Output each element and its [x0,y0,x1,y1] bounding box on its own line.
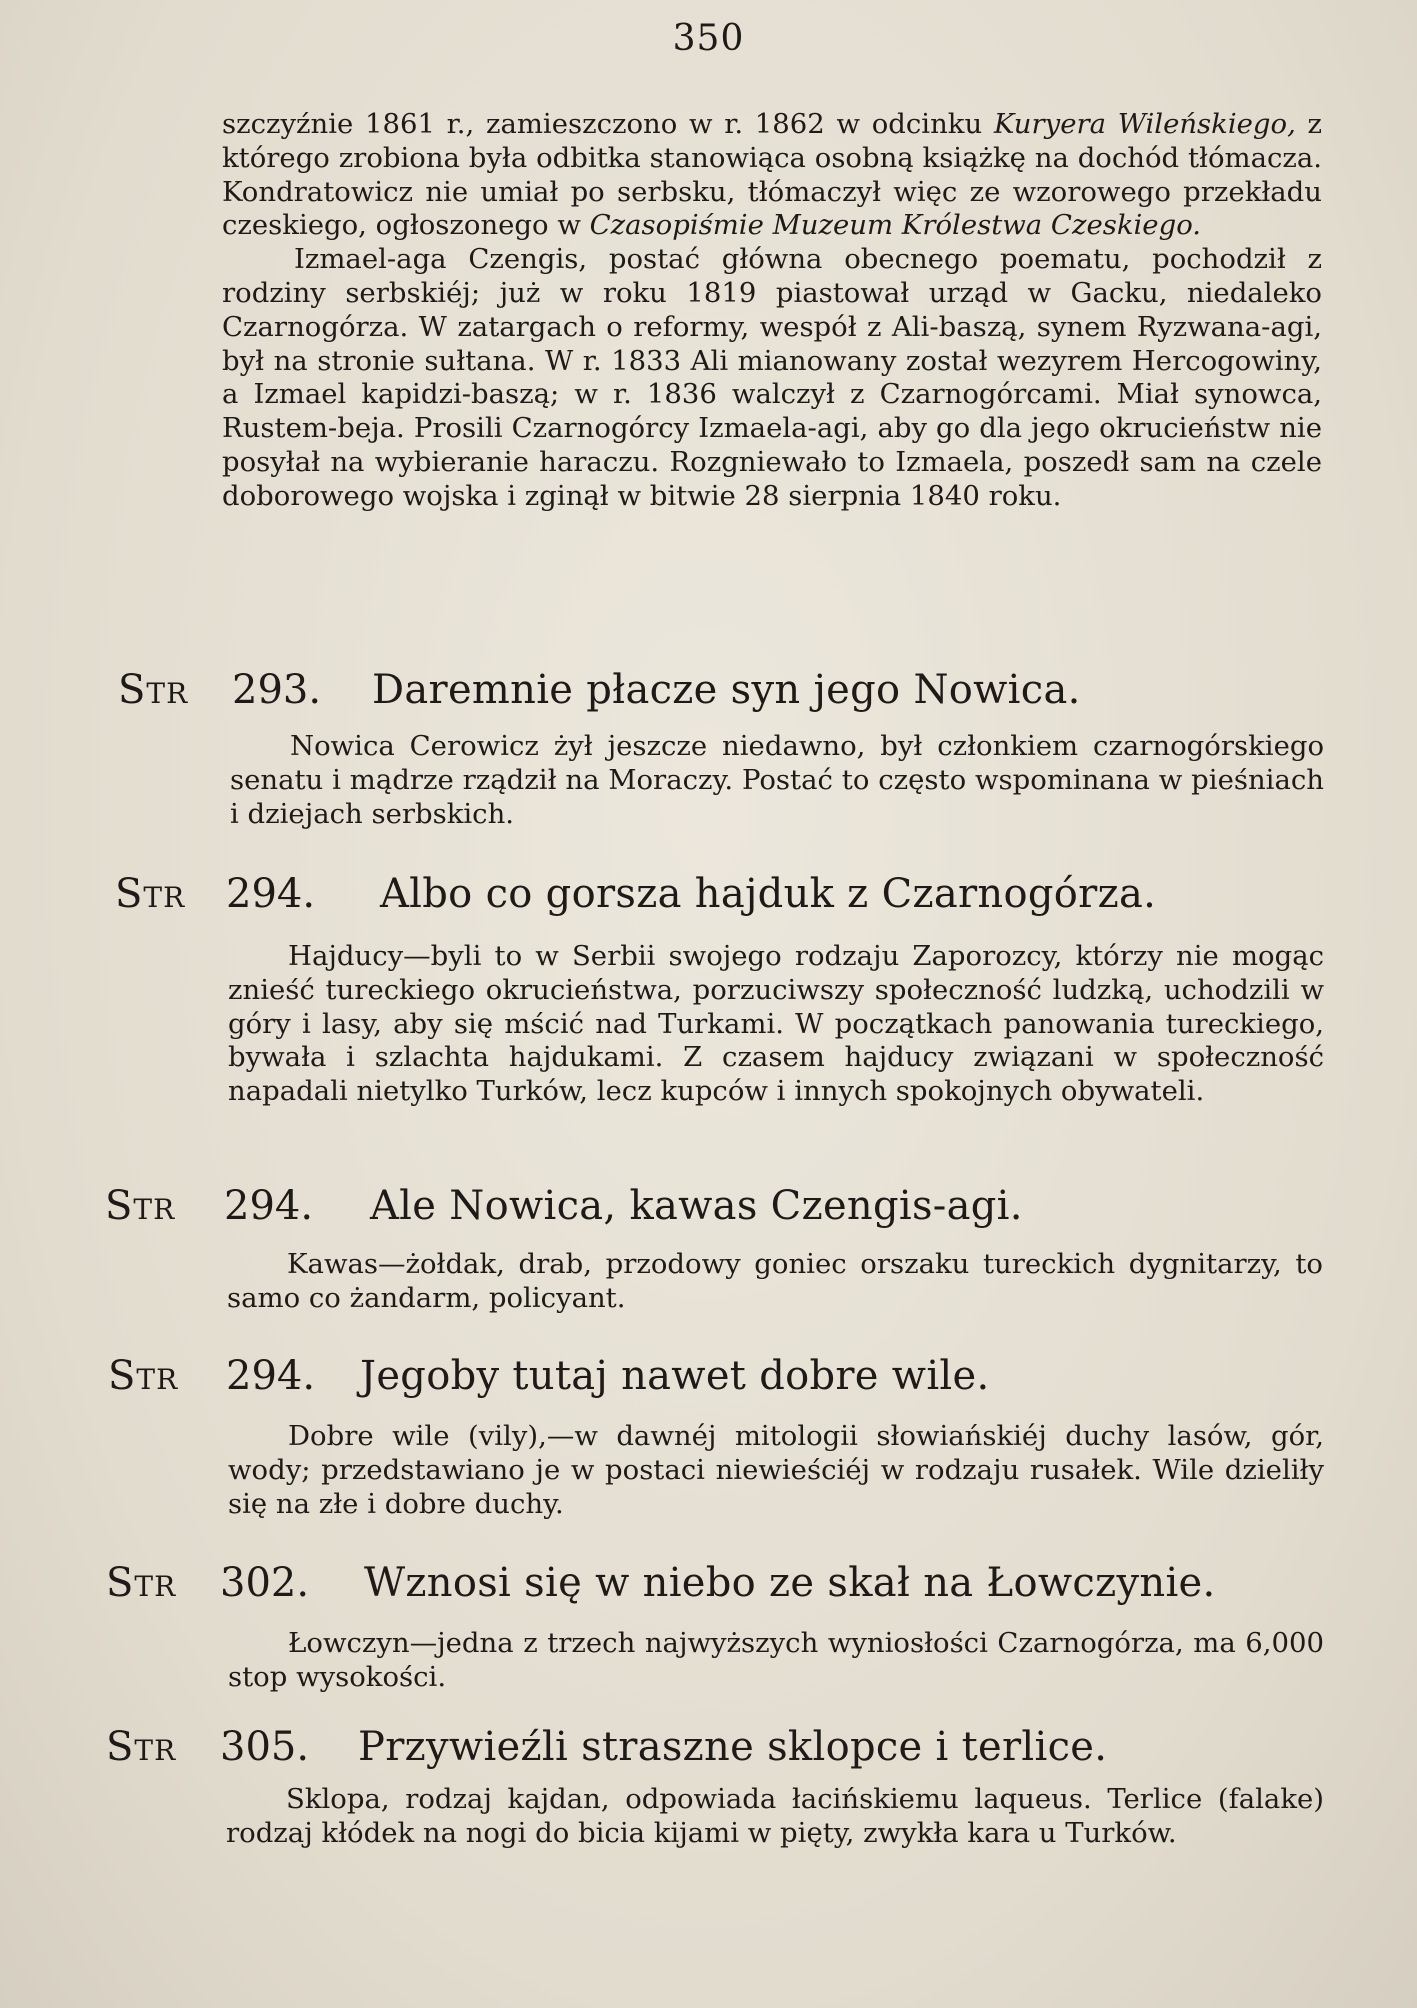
entry-title: Jegoby tutaj nawet dobre wile. [360,1353,990,1399]
str-label: Str [106,1724,177,1770]
entry-294-hajduk [0,866,1417,1108]
entry-title: Daremnie płacze syn jego Nowica. [372,667,1081,713]
entry-title: Ale Nowica, kawas Czengis-agi. [370,1183,1023,1229]
str-page: 305. [220,1724,310,1770]
intro-p1-seg-3: Czasopiśmie Muzeum Królestwa Czeskiego. [589,209,1202,242]
str-label: Str [118,667,189,713]
entry-heading [0,1348,1417,1404]
str-label: Str [115,871,186,917]
entry-heading [0,1178,1417,1234]
str-label: Str [108,1353,179,1399]
entry-title: Wznosi się w niebo ze skał na Łowczynie. [364,1560,1216,1606]
entry-heading [0,1555,1417,1611]
str-label: Str [105,1183,176,1229]
entry-note: Nowica Cerowicz żył jeszcze niedawno, był członkiem czarnogórskiego senatu i mądrze rządził na Moraczy. Postać to często wspominana w pieśniach i dziejach serbskich. [230,730,1324,830]
entry-title: Przywieźli straszne sklopce i terlice. [358,1724,1108,1770]
intro-p1-seg-0: szczyźnie 1861 r., zamieszczono w r. 1862 w odcinku [222,108,994,140]
entry-note: Hajducy—byli to w Serbii swojego rodzaju Zaporozcy, którzy nie mogąc znieść tureckiego okrucieństwa, porzuciwszy społeczność ludzką, uchodzili w góry i lasy, aby się mścić nad Turkami. W początkach panowania tureckiego, bywała i szlachta hajdukami. Z czasem hajducy związani w społeczność napadali nietylko Turków, lecz kupców i innych spokojnych obywateli. [228,940,1324,1108]
str-page: 294. [226,871,316,917]
entry-note: Łowczyn—jedna z trzech najwyższych wyniosłości Czarnogórza, ma 6,000 stop wysokości. [228,1627,1324,1693]
entry-heading [0,866,1417,922]
page-number: 350 [672,18,745,59]
intro-p1-seg-1: Kuryera Wileńskiego, [993,108,1296,140]
entry-294-wile [0,1348,1417,1520]
str-page: 302. [220,1560,310,1606]
intro-paragraph-continued [222,108,1322,243]
str-page: 293. [232,667,322,713]
entry-note: Kawas—żołdak, drab, przodowy goniec orszaku tureckich dygnitarzy, to samo co żandarm, policyant. [227,1248,1323,1314]
entry-305 [0,1719,1417,1849]
str-page: 294. [226,1353,316,1399]
entry-293 [0,662,1417,830]
str-page: 294. [224,1183,314,1229]
str-label: Str [106,1560,177,1606]
entry-heading [0,662,1417,718]
entry-heading [0,1719,1417,1775]
intro-text [222,108,1322,514]
entry-302 [0,1555,1417,1693]
intro-p1-seg-2: z którego zrobiona była odbitka stanowiąca osobną książkę na dochód tłómacza. Kondratowicz nie umiał po serbsku, tłómaczył więc ze wzorowego przekładu czeskiego, ogłoszonego w [222,108,1322,242]
entry-note: Dobre wile (vily),—w dawnéj mitologii słowiańskiéj duchy lasów, gór, wody; przedstawiano je w postaci niewieściéj w rodzaju rusałek. Wile dzieliły się na złe i dobre duchy. [228,1420,1324,1520]
entry-note: Sklopa, rodzaj kajdan, odpowiada łacińskiemu laqueus. Terlice (falake) rodzaj kłódek na nogi do bicia kijami w pięty, zwykła kara u Turków. [226,1783,1324,1849]
entry-294-kawas [0,1178,1417,1314]
entry-title: Albo co gorsza hajduk z Czarnogórza. [380,871,1157,917]
intro-paragraph-izmael: Izmael-aga Czengis, postać główna obecnego poematu, pochodził z rodziny serbskiéj; już w roku 1819 piastował urząd w Gacku, niedaleko Czarnogórza. W zatargach o reformy, wespół z Ali-baszą, synem Ryzwana-agi, był na stronie sułtana. W r. 1833 Ali mianowany został wezyrem Hercogowiny, a Izmael kapidzi-baszą; w r. 1836 walczył z Czarnogórcami. Miał synowca, Rustem-beja. Prosili Czarnogórcy Izmaela-agi, aby go dla jego okrucieństw nie posyłał na wybieranie haraczu. Rozgniewało to Izmaela, poszedł sam na czele doborowego wojska i zginął w bitwie 28 sierpnia 1840 roku. [222,243,1322,512]
